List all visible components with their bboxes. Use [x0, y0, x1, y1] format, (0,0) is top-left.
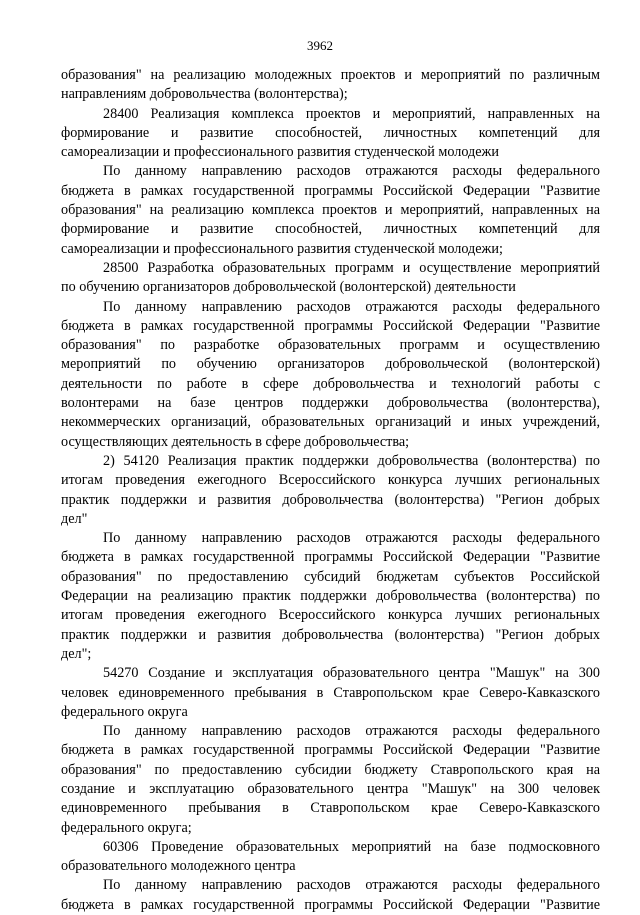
- text-line: федерального округа: [61, 703, 188, 720]
- page-number: 3962: [307, 38, 333, 53]
- document-body: [61, 66, 600, 915]
- text-line: итогам проведения ежегодного Всероссийского конкурса лучших региональных: [61, 607, 600, 624]
- text-line: мероприятий по обучению организаторов добровольческой (волонтерской): [61, 356, 600, 373]
- text-line: некоммерческих организаций, образовательных организаций и иных учреждений,: [61, 414, 600, 431]
- text-line: По данному направлению расходов отражаются расходы федерального: [103, 877, 600, 894]
- text-line: создание и эксплуатацию образовательного центра "Машук" на 300 человек: [61, 780, 600, 797]
- text-line: образования" на реализацию комплекса проектов и мероприятий, направленных на: [61, 202, 600, 219]
- text-line: бюджета в рамках государственной программы Российской Федерации "Развитие: [61, 549, 600, 566]
- text-line: бюджета в рамках государственной программы Российской Федерации "Развитие: [61, 182, 600, 199]
- text-line: самореализации и профессионального развития студенческой молодежи;: [61, 240, 503, 257]
- text-line: образования" по предоставлению субсидии бюджету Ставропольского края на: [61, 761, 600, 778]
- text-line: практик поддержки и развития добровольчества (волонтерства) "Регион добрых: [61, 626, 600, 643]
- text-line: федерального округа;: [61, 819, 192, 836]
- text-line: 2) 54120 Реализация практик поддержки добровольчества (волонтерства) по: [103, 452, 600, 469]
- text-line: формирование и развитие способностей, личностных компетенций для: [61, 124, 600, 141]
- text-line: практик поддержки и развития добровольчества (волонтерства) "Регион добрых: [61, 491, 600, 508]
- text-line: По данному направлению расходов отражаются расходы федерального: [103, 163, 600, 180]
- text-line: По данному направлению расходов отражаются расходы федерального: [103, 530, 600, 547]
- text-line: бюджета в рамках государственной программы Российской Федерации "Развитие: [61, 742, 600, 759]
- text-line: направлениям добровольчества (волонтерства);: [61, 86, 348, 103]
- text-line: итогам проведения ежегодного Всероссийского конкурса лучших региональных: [61, 472, 600, 489]
- text-line: 28400 Реализация комплекса проектов и мероприятий, направленных на: [103, 105, 600, 122]
- text-line: 54270 Создание и эксплуатация образовательного центра "Машук" на 300: [103, 665, 600, 682]
- text-line: образования" на реализацию молодежных проектов и мероприятий по различным: [61, 67, 600, 83]
- text-line: дел";: [61, 645, 92, 662]
- text-line: бюджета в рамках государственной программы Российской Федерации "Развитие: [61, 896, 600, 913]
- text-line: волонтерами на базе центров поддержки добровольчества (волонтерства),: [61, 395, 600, 412]
- text-line: деятельности по работе в сфере добровольчества и технологий работы с: [61, 375, 600, 392]
- text-line: Федерации на реализацию практик поддержки добровольчества (волонтерства) по: [61, 588, 600, 605]
- text-line: 60306 Проведение образовательных мероприятий на базе подмосковного: [103, 838, 600, 855]
- text-line: формирование и развитие способностей, личностных компетенций для: [61, 221, 600, 238]
- text-line: образования" по предоставлению субсидий бюджетам субъектов Российской: [61, 568, 600, 585]
- text-line: По данному направлению расходов отражаются расходы федерального: [103, 298, 600, 315]
- text-line: осуществляющих деятельность в сфере добровольчества;: [61, 433, 410, 450]
- text-line: дел": [61, 510, 88, 527]
- text-line: по обучению организаторов добровольческой (волонтерской) деятельности: [61, 279, 516, 296]
- text-line: человек единовременного пребывания в Ставропольском крае Северо-Кавказского: [61, 684, 600, 701]
- text-line: образования" по разработке образовательных программ и осуществлению: [61, 337, 600, 354]
- text-line: бюджета в рамках государственной программы Российской Федерации "Развитие: [61, 317, 600, 334]
- text-line: единовременного пребывания в Ставропольском крае Северо-Кавказского: [61, 800, 600, 817]
- text-line: образовательного молодежного центра: [61, 858, 296, 875]
- text-line: 28500 Разработка образовательных программ и осуществление мероприятий: [103, 259, 600, 276]
- text-line: самореализации и профессионального развития студенческой молодежи: [61, 144, 499, 161]
- text-line: По данному направлению расходов отражаются расходы федерального: [103, 723, 600, 740]
